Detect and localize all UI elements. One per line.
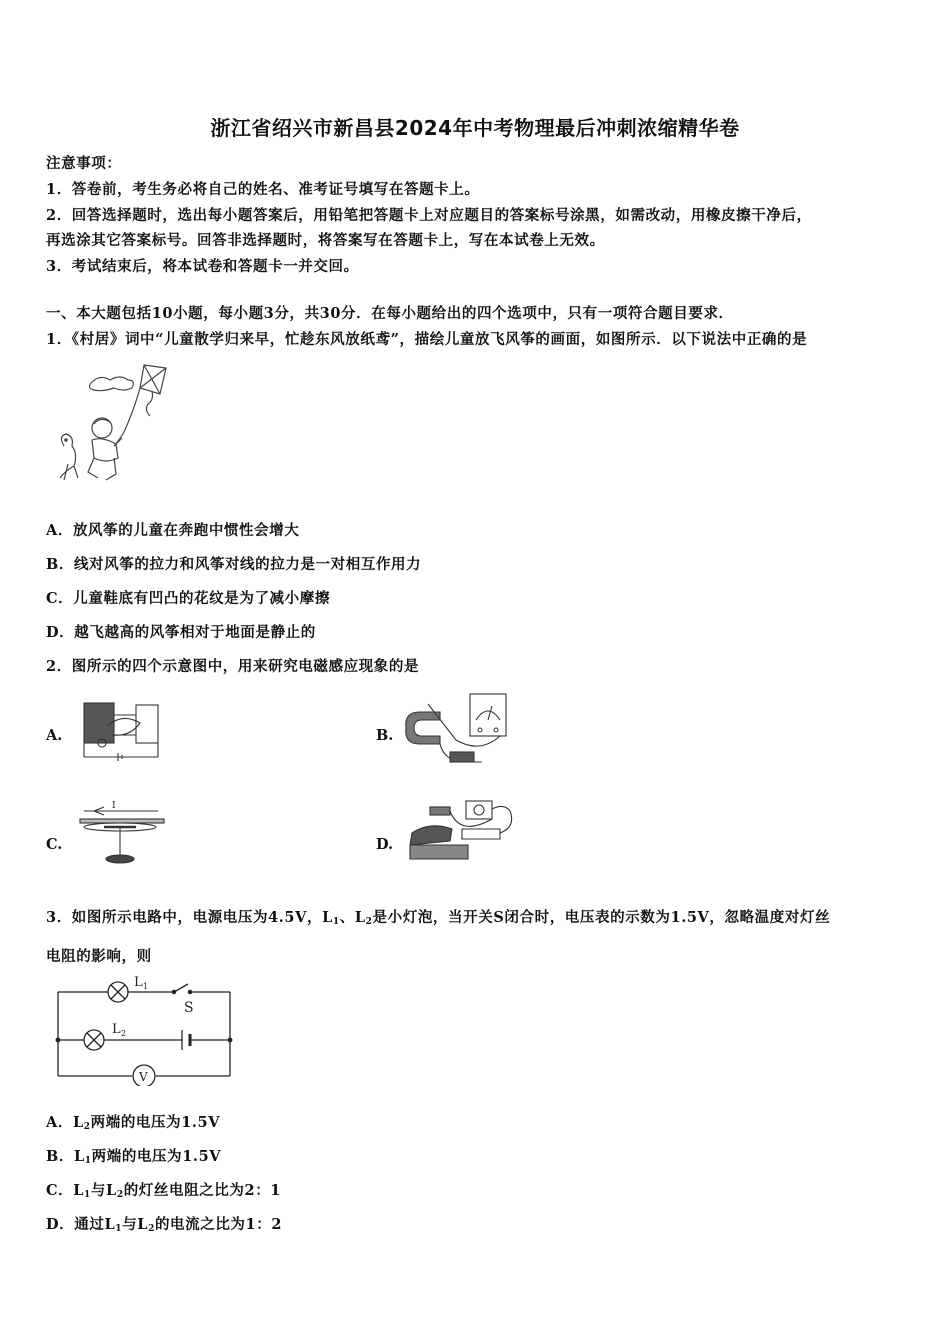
section-heading: 一、本大题包括10小题，每小题3分，共30分．在每小题给出的四个选项中，只有一项符合题目要求． <box>46 305 734 322</box>
q2-label-a: A. <box>46 727 63 744</box>
q1-option-b: B．线对风筝的拉力和风筝对线的拉力是一对相互作用力 <box>46 556 422 573</box>
q3-stem-line1: 3．如图所示电路中，电源电压为4.5V，$L_1$、$L_2$是小灯泡，当开关S闭合时，电压表的示数为1.5V，忽略温度对灯丝 <box>46 909 831 927</box>
q2-label-c: C. <box>46 836 63 853</box>
q3-option-c: C．$L_1$与$L_2$的灯丝电阻之比为2：1 <box>46 1182 281 1200</box>
q2-label-b: B. <box>376 727 394 744</box>
q1-option-d: D．越飞越高的风筝相对于地面是静止的 <box>46 624 316 641</box>
q3-option-b: B．$L_1$两端的电压为1.5V <box>46 1148 222 1166</box>
q2-figure-a-motor <box>78 695 166 771</box>
q3-option-d: D．通过$L_1$与$L_2$的电流之比为1：2 <box>46 1216 283 1234</box>
voltmeter-label: V <box>139 1070 148 1084</box>
note-item: 2．回答选择题时，选出每小题答案后，用铅笔把答题卡上对应题目的答案标号涂黑，如需改动，用橡皮擦干净后， <box>46 207 812 224</box>
notes-heading: 注意事项： <box>46 155 122 172</box>
q1-stem: 1．《村居》词中“儿童散学归来早，忙趁东风放纸鸢”，描绘儿童放飞风筝的画面，如图所示．以下说法中正确的是 <box>46 331 808 348</box>
q2-label-d: D. <box>376 836 394 853</box>
q3-option-a: A．$L_2$两端的电压为1.5V <box>46 1114 221 1132</box>
current-label: I <box>112 801 116 811</box>
q1-option-c: C．儿童鞋底有凹凸的花纹是为了减小摩擦 <box>46 590 330 607</box>
page-title: 浙江省绍兴市新昌县2024年中考物理最后冲刺浓缩精华卷 <box>210 116 740 140</box>
note-item: 再选涂其它答案标号。回答非选择题时，将答案写在答题卡上，写在本试卷上无效。 <box>46 232 605 249</box>
svg-text:1: 1 <box>143 982 149 991</box>
switch-label: S <box>184 1000 194 1016</box>
q1-option-a: A．放风筝的儿童在奔跑中惯性会增大 <box>46 522 300 539</box>
q2-figure-c-oersted <box>78 797 168 873</box>
note-item: 1．答卷前，考生务必将自己的姓名、准考证号填写在答题卡上。 <box>46 181 480 198</box>
q2-figure-b-generator <box>400 690 520 772</box>
note-item: 3．考试结束后，将本试卷和答题卡一并交回。 <box>46 258 359 275</box>
q3-stem-line2: 电阻的影响，则 <box>46 948 152 965</box>
lamp2-label: L <box>112 1022 121 1037</box>
svg-text:2: 2 <box>121 1029 127 1038</box>
q2-stem: 2．图所示的四个示意图中，用来研究电磁感应现象的是 <box>46 658 420 675</box>
kite-child-figure <box>44 360 176 490</box>
lamp1-label: L <box>134 975 143 990</box>
q3-circuit-diagram <box>50 972 240 1086</box>
q2-figure-d-inductance <box>400 797 520 869</box>
